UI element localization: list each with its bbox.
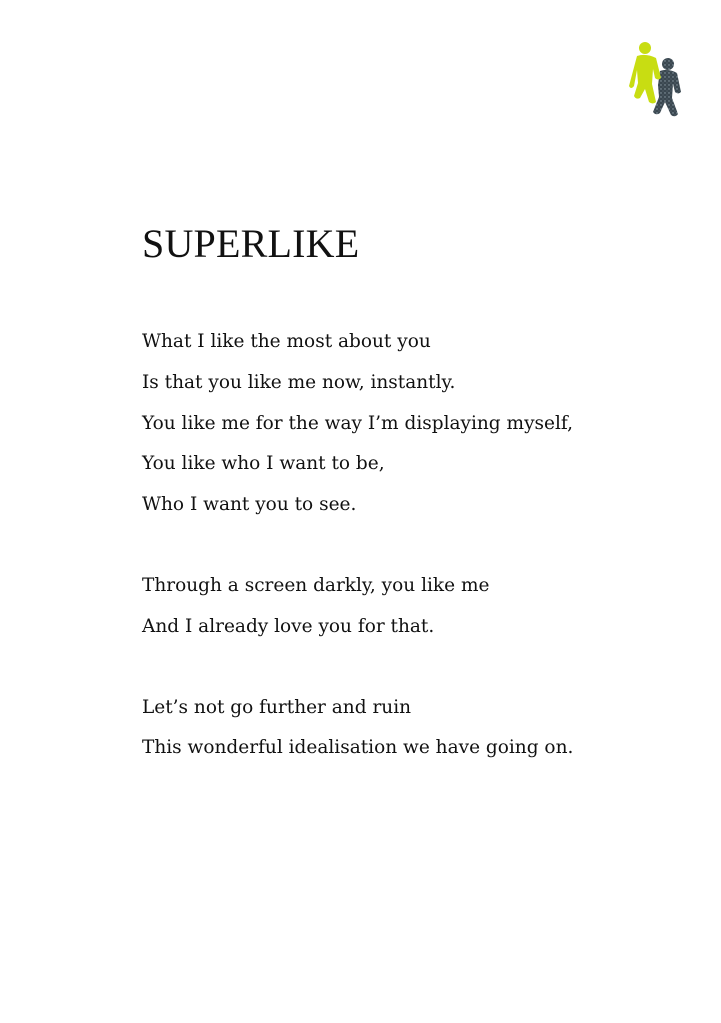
poem-body — [142, 322, 702, 809]
poem-line: Who I want you to see. — [142, 494, 357, 516]
poem-line: And I already love you for that. — [142, 615, 435, 637]
poem-title: SUPERLIKE — [142, 221, 360, 266]
poem-line: Is that you like me now, instantly. — [142, 371, 456, 393]
poem-line: This wonderful idealisation we have going on. — [142, 737, 574, 759]
poem-line: What I like the most about you — [142, 331, 431, 352]
stanza-3 — [142, 688, 702, 770]
front-figure-shape — [629, 42, 661, 104]
stanza-1 — [142, 322, 702, 526]
poem-line: You like me for the way I’m displaying myself, — [142, 412, 573, 434]
poem-line: Through a screen darkly, you like me — [142, 574, 490, 596]
two-figures-walking-logo-icon — [628, 40, 686, 120]
poem-line: Let’s not go further and ruin — [142, 696, 412, 718]
stanza-2 — [142, 566, 702, 648]
poem-line: You like who I want to be, — [142, 453, 385, 475]
